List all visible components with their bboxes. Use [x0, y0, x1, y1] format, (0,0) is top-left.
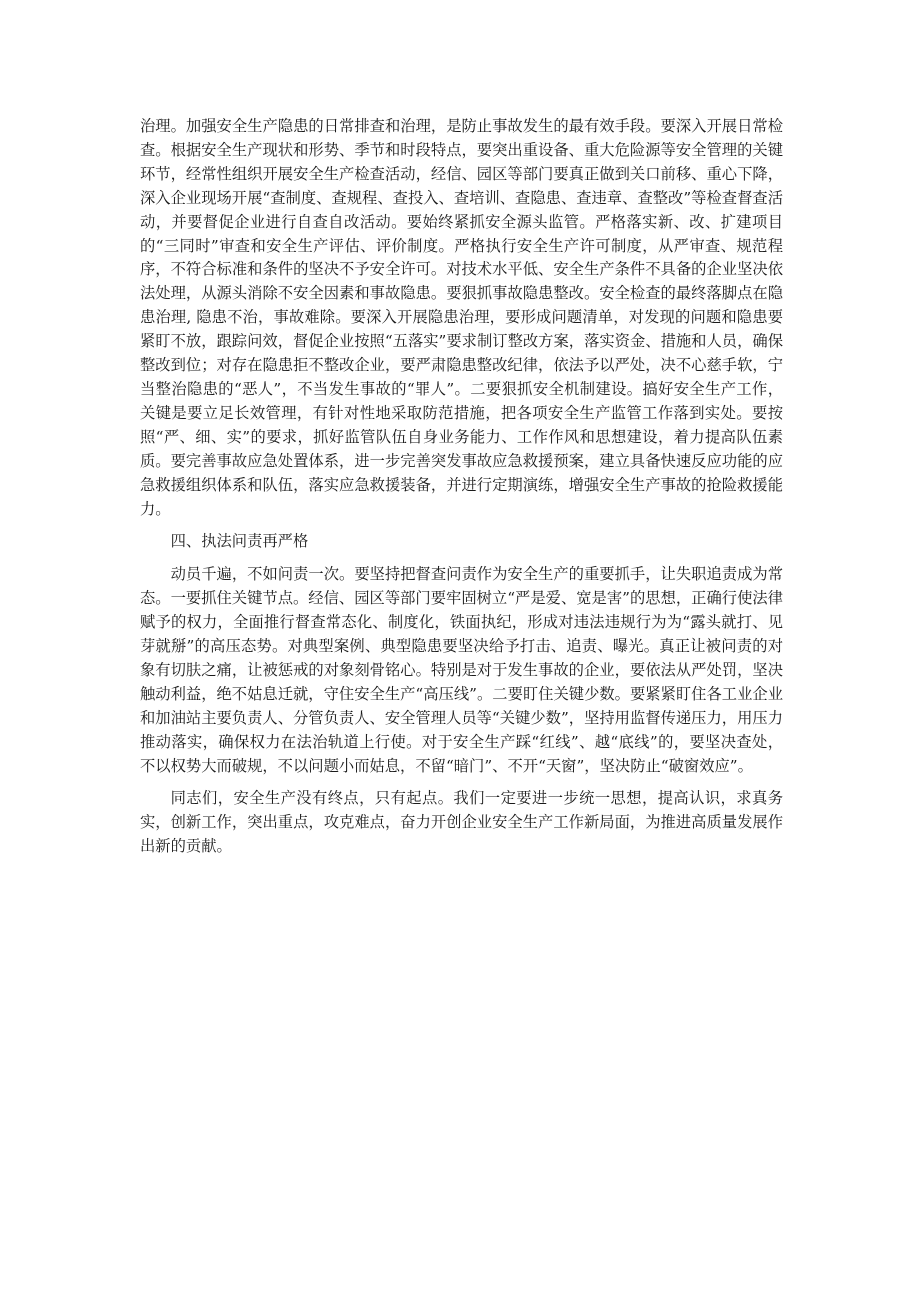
paragraph-accountability: 动员千遍，不如问责一次。要坚持把督查问责作为安全生产的重要抓手，让失职追责成为常态。一要抓住关键节点。经信、园区等部门要牢固树立“严是爱、宽是害”的思想，正确行使法律赋予的权力，全面推行督查常态化、制度化，铁面执纪，形成对违法违规行为为“露头就打、见芽就掰”的高压态势。对典型案例、典型隐患要坚决给予打击、追责、曝光。真正让被问责的对象有切肤之痛，让被惩戒的对象刻骨铭心。特别是对于发生事故的企业，要依法从严处罚，坚决触动利益，绝不姑息迁就，守住安全生产“高压线”。二要盯住关键少数。要紧紧盯住各工业企业和加油站主要负责人、分管负责人、安全管理人员等“关键少数”，坚持用监督传递压力，用压力推动落实，确保权力在法治轨道上行使。对于安全生产踩“红线”、越“底线”的，要坚决查处，不以权势大而破规，不以问题小而姑息，不留“暗门”、不开“天窗”，坚决防止“破窗效应”。 [140, 565, 783, 775]
document-page [140, 115, 783, 859]
paragraph-gap [140, 778, 783, 787]
paragraph-closing: 同志们，安全生产没有终点，只有起点。我们一定要进一步统一思想，提高认识，求真务实，创新工作，突出重点，攻克难点，奋力开创企业安全生产工作新局面，为推进高质量发展作出新的贡献。 [140, 789, 783, 856]
paragraph-safety-hazard-governance: 治理。加强安全生产隐患的日常排查和治理，是防止事故发生的最有效手段。要深入开展日常检查。根据安全生产现状和形势、季节和时段特点，要突出重设备、重大危险源等安全管理的关键环节，经常性组织开展安全生产检查活动，经信、园区等部门要真正做到关口前移、重心下降，深入企业现场开展“查制度、查规程、查投入、查培训、查隐患、查违章、查整改”等检查督查活动，并要督促企业进行自查自改活动。要始终紧抓安全源头监管。严格落实新、改、扩建项目的“三同时”审查和安全生产评估、评价制度。严格执行安全生产许可制度，从严审查、规范程序，不符合标准和条件的坚决不予安全许可。对技术水平低、安全生产条件不具备的企业坚决依法处理，从源头消除不安全因素和事故隐患。要狠抓事故隐患整改。安全检查的最终落脚点在隐患治理, 隐患不治，事故难除。要深入开展隐患治理，要形成问题清单，对发现的问题和隐患要紧盯不放，跟踪问效，督促企业按照“五落实”要求制订整改方案，落实资金、措施和人员，确保整改到位；对存在隐患拒不整改企业，要严肃隐患整改纪律，依法予以严处，决不心慈手软，宁当整治隐患的“恶人”，不当发生事故的“罪人”。二要狠抓安全机制建设。搞好安全生产工作，关键是要立足长效管理，有针对性地采取防范措施，把各项安全生产监管工作落到实处。要按照“严、细、实”的要求，抓好监管队伍自身业务能力、工作作风和思想建设，着力提高队伍素质。要完善事故应急处置体系，进一步完善突发事故应急救援预案，建立具备快速反应功能的应急救援组织体系和队伍，落实应急救援装备，并进行定期演练，增强安全生产事故的抢险救援能力。 [140, 117, 783, 518]
section-heading-accountability: 四、执法问责再严格 [170, 532, 309, 551]
